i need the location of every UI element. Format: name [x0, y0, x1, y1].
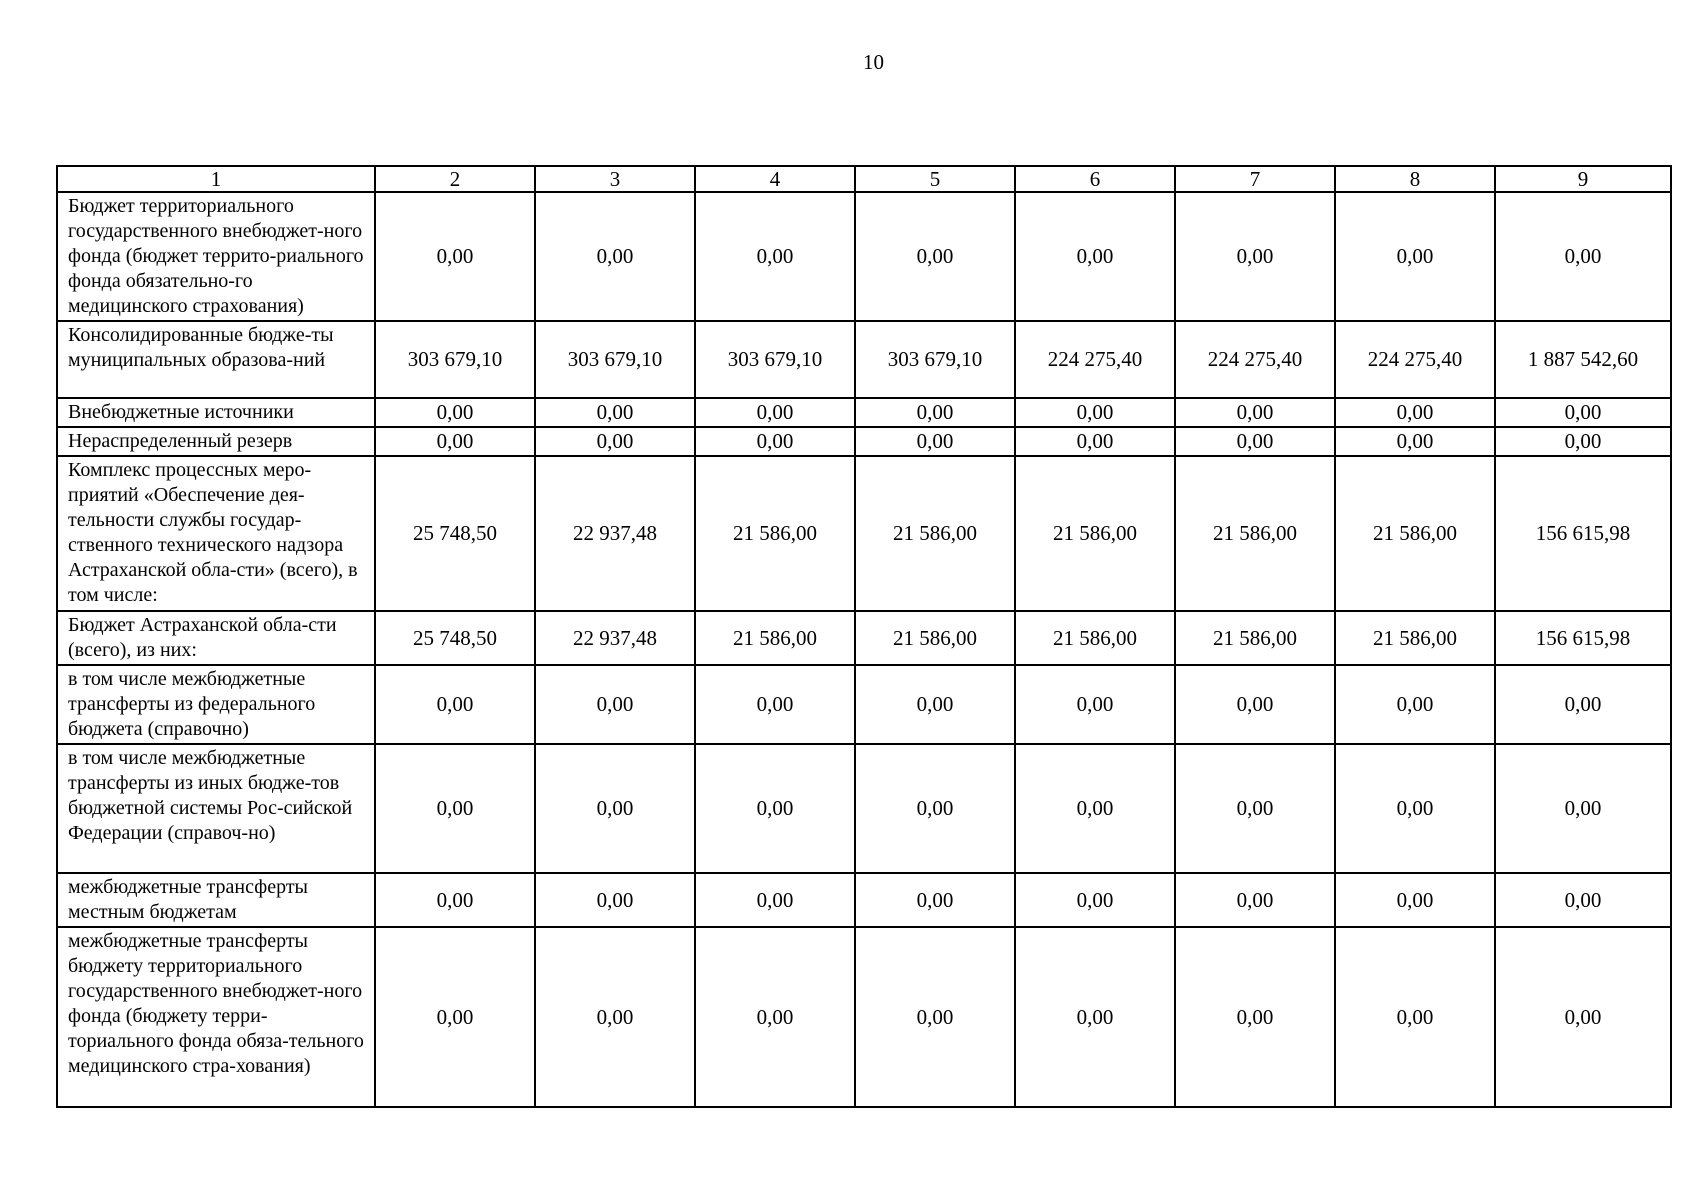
- value-cell: 0,00: [535, 927, 695, 1107]
- column-header: 4: [695, 166, 855, 192]
- value-cell: 0,00: [855, 192, 1015, 321]
- value-cell: 21 586,00: [695, 611, 855, 665]
- value-cell: 0,00: [1175, 873, 1335, 927]
- value-cell: 0,00: [1495, 398, 1671, 427]
- column-header: 3: [535, 166, 695, 192]
- value-cell: 0,00: [1495, 927, 1671, 1107]
- value-cell: 0,00: [535, 398, 695, 427]
- budget-table: [56, 165, 1672, 1108]
- value-cell: 0,00: [1015, 398, 1175, 427]
- value-cell: 156 615,98: [1495, 456, 1671, 611]
- value-cell: 0,00: [695, 427, 855, 456]
- value-cell: 25 748,50: [375, 611, 535, 665]
- value-cell: 21 586,00: [1335, 611, 1495, 665]
- value-cell: 0,00: [1015, 927, 1175, 1107]
- value-cell: 0,00: [855, 744, 1015, 873]
- row-label: Консолидированные бюдже-ты муниципальных образова-ний: [57, 321, 375, 398]
- table-row: [57, 927, 1671, 1107]
- column-header: 9: [1495, 166, 1671, 192]
- value-cell: 21 586,00: [855, 456, 1015, 611]
- value-cell: 0,00: [375, 665, 535, 744]
- header-row: [57, 166, 1671, 192]
- table-row: [57, 456, 1671, 611]
- value-cell: 0,00: [375, 744, 535, 873]
- value-cell: 0,00: [1335, 427, 1495, 456]
- value-cell: 0,00: [1495, 744, 1671, 873]
- value-cell: 0,00: [855, 427, 1015, 456]
- value-cell: 0,00: [1175, 927, 1335, 1107]
- value-cell: 21 586,00: [1335, 456, 1495, 611]
- value-cell: 0,00: [1015, 744, 1175, 873]
- row-label: Бюджет территориального государственного внебюджет-ного фонда (бюджет террито-риального фонда обязательно-го медицинского страхования): [57, 192, 375, 321]
- column-header: 6: [1015, 166, 1175, 192]
- value-cell: 0,00: [855, 665, 1015, 744]
- value-cell: 22 937,48: [535, 611, 695, 665]
- value-cell: 0,00: [1015, 873, 1175, 927]
- table-row: [57, 665, 1671, 744]
- value-cell: 0,00: [855, 927, 1015, 1107]
- value-cell: 22 937,48: [535, 456, 695, 611]
- column-header: 7: [1175, 166, 1335, 192]
- value-cell: 0,00: [375, 927, 535, 1107]
- row-label: межбюджетные трансферты бюджету территориального государственного внебюджет-ного фонда (бюджету терри-ториального фонда обяза-тельного медицинского стра-хования): [57, 927, 375, 1107]
- value-cell: 224 275,40: [1015, 321, 1175, 398]
- value-cell: 0,00: [535, 665, 695, 744]
- row-label: Внебюджетные источники: [57, 398, 375, 427]
- value-cell: 0,00: [1335, 927, 1495, 1107]
- row-label: Комплекс процессных меро-приятий «Обеспечение дея-тельности службы государ-ственного технического надзора Астраханской обла-сти» (всего), в том числе:: [57, 456, 375, 611]
- value-cell: 0,00: [535, 744, 695, 873]
- value-cell: 0,00: [1015, 665, 1175, 744]
- column-header: 1: [57, 166, 375, 192]
- column-header: 2: [375, 166, 535, 192]
- value-cell: 0,00: [1495, 192, 1671, 321]
- value-cell: 21 586,00: [855, 611, 1015, 665]
- value-cell: 0,00: [695, 665, 855, 744]
- row-label: межбюджетные трансферты местным бюджетам: [57, 873, 375, 927]
- value-cell: 0,00: [855, 873, 1015, 927]
- value-cell: 0,00: [1335, 873, 1495, 927]
- value-cell: 0,00: [1015, 192, 1175, 321]
- value-cell: 21 586,00: [1015, 456, 1175, 611]
- value-cell: 0,00: [1335, 192, 1495, 321]
- value-cell: 0,00: [535, 427, 695, 456]
- value-cell: 0,00: [535, 192, 695, 321]
- value-cell: 303 679,10: [535, 321, 695, 398]
- value-cell: 0,00: [1335, 398, 1495, 427]
- column-header: 8: [1335, 166, 1495, 192]
- row-label: Нераспределенный резерв: [57, 427, 375, 456]
- value-cell: 0,00: [535, 873, 695, 927]
- value-cell: 0,00: [1495, 873, 1671, 927]
- value-cell: 21 586,00: [1015, 611, 1175, 665]
- page-number: 10: [863, 50, 884, 74]
- table-row: [57, 192, 1671, 321]
- value-cell: 1 887 542,60: [1495, 321, 1671, 398]
- column-header: 5: [855, 166, 1015, 192]
- value-cell: 303 679,10: [695, 321, 855, 398]
- value-cell: 21 586,00: [695, 456, 855, 611]
- table-row: [57, 427, 1671, 456]
- value-cell: 303 679,10: [855, 321, 1015, 398]
- value-cell: 0,00: [375, 873, 535, 927]
- value-cell: 0,00: [375, 398, 535, 427]
- value-cell: 0,00: [1175, 192, 1335, 321]
- value-cell: 0,00: [855, 398, 1015, 427]
- row-label: в том числе межбюджетные трансферты из иных бюдже-тов бюджетной системы Рос-сийской Федерации (справоч-но): [57, 744, 375, 873]
- value-cell: 303 679,10: [375, 321, 535, 398]
- value-cell: 0,00: [1175, 665, 1335, 744]
- value-cell: 0,00: [1495, 665, 1671, 744]
- value-cell: 0,00: [1175, 427, 1335, 456]
- value-cell: 0,00: [1175, 744, 1335, 873]
- table-row: [57, 873, 1671, 927]
- table-row: [57, 611, 1671, 665]
- value-cell: 0,00: [375, 192, 535, 321]
- value-cell: 21 586,00: [1175, 611, 1335, 665]
- row-label: в том числе межбюджетные трансферты из федерального бюджета (справочно): [57, 665, 375, 744]
- value-cell: 0,00: [1495, 427, 1671, 456]
- value-cell: 224 275,40: [1175, 321, 1335, 398]
- value-cell: 0,00: [1175, 398, 1335, 427]
- value-cell: 25 748,50: [375, 456, 535, 611]
- value-cell: 0,00: [695, 927, 855, 1107]
- value-cell: 156 615,98: [1495, 611, 1671, 665]
- table-row: [57, 321, 1671, 398]
- value-cell: 224 275,40: [1335, 321, 1495, 398]
- value-cell: 0,00: [695, 398, 855, 427]
- value-cell: 0,00: [1015, 427, 1175, 456]
- table-row: [57, 398, 1671, 427]
- value-cell: 0,00: [695, 744, 855, 873]
- value-cell: 0,00: [695, 873, 855, 927]
- value-cell: 21 586,00: [1175, 456, 1335, 611]
- row-label: Бюджет Астраханской обла-сти (всего), из них:: [57, 611, 375, 665]
- value-cell: 0,00: [1335, 665, 1495, 744]
- value-cell: 0,00: [695, 192, 855, 321]
- value-cell: 0,00: [375, 427, 535, 456]
- value-cell: 0,00: [1335, 744, 1495, 873]
- table-row: [57, 744, 1671, 873]
